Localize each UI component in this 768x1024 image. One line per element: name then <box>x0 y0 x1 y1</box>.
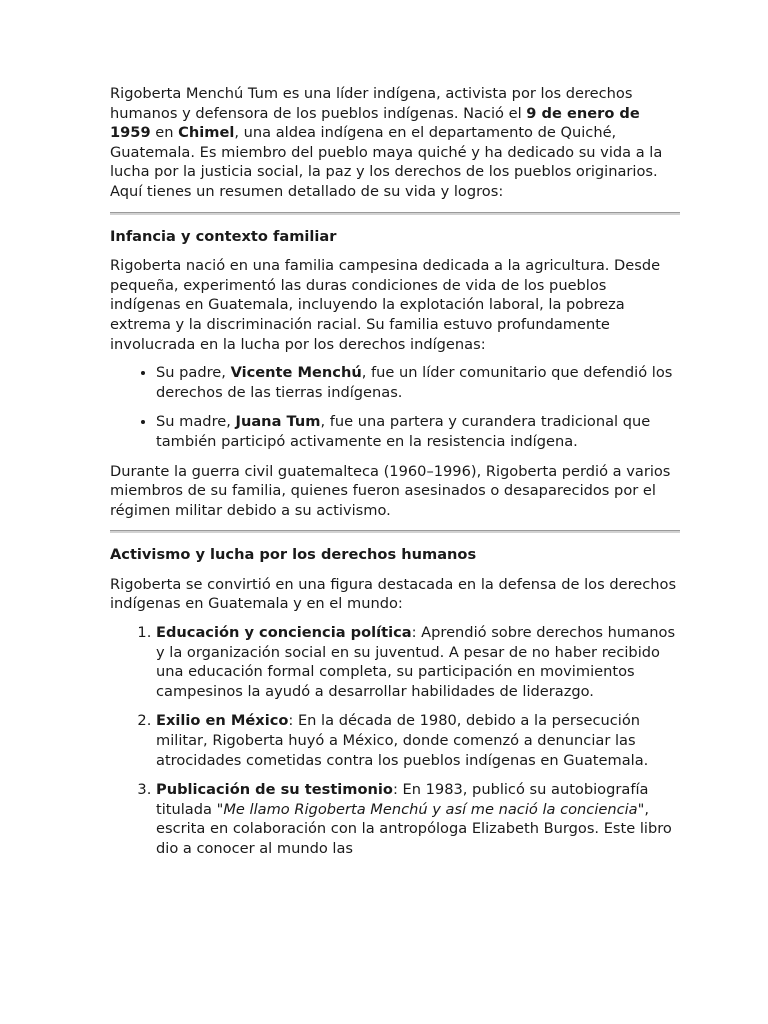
list-item-text: Su padre, <box>156 364 231 382</box>
list-item-text: : En 1983, publicó su autobiografía titulada " <box>156 781 649 818</box>
list-item-title: Educación y conciencia política <box>156 624 412 642</box>
list-item <box>156 363 680 402</box>
birth-date: 9 de enero de 1959 <box>110 104 640 142</box>
numbered-list <box>110 623 680 859</box>
list-item-text: ", escrita en colaboración con la antropóloga Elizabeth Burgos. Este libro dio a conocer al mundo las <box>156 800 672 857</box>
list-item-title: Exilio en México <box>156 712 289 730</box>
intro-text: Rigoberta Menchú Tum es una líder indígena, activista por los derechos humanos y defensora de los pueblos indígenas. Nació el <box>110 85 633 122</box>
list-item <box>156 711 680 770</box>
document-page <box>110 84 680 869</box>
list-item-text: , fue un líder comunitario que defendió los derechos de las tierras indígenas. <box>156 364 673 401</box>
list-item <box>156 623 680 701</box>
paragraph: Durante la guerra civil guatemalteca (1960–1996), Rigoberta perdió a varios miembros de su familia, quienes fueron asesinados o desaparecidos por el régimen militar debido a su activismo. <box>110 462 671 519</box>
section-divider <box>110 530 680 533</box>
list-item-title: Publicación de su testimonio <box>156 781 393 799</box>
list-item <box>156 780 680 858</box>
paragraph: Rigoberta nació en una familia campesina dedicada a la agricultura. Desde pequeña, experimentó las duras condiciones de vida de los pueblos indígenas en Guatemala, incluyendo la explotación laboral, la pobreza extrema y la discriminación racial. Su familia estuvo profundamente involucrada en la lucha por los derechos indígenas: <box>110 257 661 353</box>
intro-text: en <box>150 124 179 142</box>
section-heading: Activismo y lucha por los derechos humanos <box>110 546 477 564</box>
list-item-text: : Aprendió sobre derechos humanos y la organización social en su juventud. A pesar de no haber recibido una educación formal completa, su participación en movimientos campesinos la ayudó a desarrollar habilidades de liderazgo. <box>156 624 676 700</box>
intro-paragraph <box>110 84 680 202</box>
section-divider <box>110 212 680 215</box>
person-name: Vicente Menchú <box>230 364 362 382</box>
bullet-list <box>110 363 680 451</box>
list-item-text: Su madre, <box>156 413 236 431</box>
paragraph: Rigoberta se convirtió en una figura destacada en la defensa de los derechos indígenas en Guatemala y en el mundo: <box>110 575 677 613</box>
birth-place: Chimel <box>178 124 235 142</box>
person-name: Juana Tum <box>235 413 321 431</box>
section-heading: Infancia y contexto familiar <box>110 227 337 245</box>
intro-text: , una aldea indígena en el departamento de Quiché, Guatemala. Es miembro del pueblo maya quiché y ha dedicado su vida a la lucha por la justicia social, la paz y los derechos de los pueblos originarios. Aquí tienes un resumen detallado de su vida y logros: <box>110 124 663 200</box>
list-item-text: : En la década de 1980, debido a la persecución militar, Rigoberta huyó a México, donde comenzó a denunciar las atrocidades cometidas contra los pueblos indígenas en Guatemala. <box>156 712 649 769</box>
list-item <box>156 412 680 451</box>
list-item-text: , fue una partera y curandera tradicional que también participó activamente en la resistencia indígena. <box>156 413 651 450</box>
book-title: Me llamo Rigoberta Menchú y así me nació la conciencia <box>223 800 638 818</box>
